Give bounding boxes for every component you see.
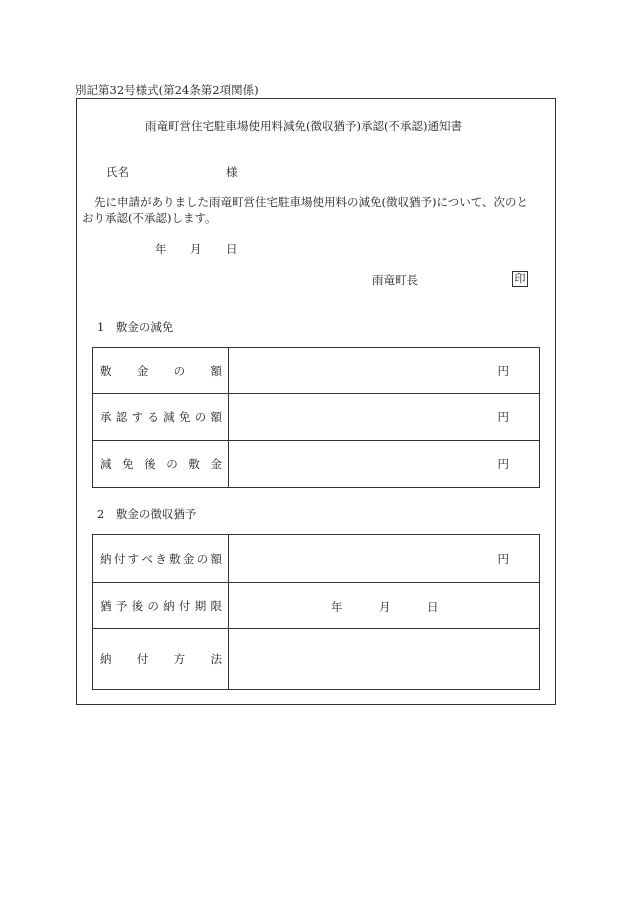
section2-heading: 2 敷金の徴収猶予: [97, 507, 197, 521]
due-date-year: 年: [331, 600, 343, 614]
table-label-char: 額: [210, 410, 222, 424]
table-label-char: 免: [122, 457, 134, 471]
table-label-deposit-amount: [93, 348, 229, 394]
table-label-deposit-after-reduction: [93, 441, 229, 488]
table-label-char: 後: [131, 598, 144, 613]
table-label-char: 方: [173, 652, 186, 666]
table-label-char: き: [155, 551, 167, 566]
table-value-payment-method[interactable]: [229, 629, 540, 690]
table-label-char: の: [147, 598, 159, 613]
table-label-char: 限: [210, 598, 222, 613]
table-label-char: 敷: [100, 363, 112, 378]
table-label-char: 金: [182, 551, 195, 566]
table-value-approved-reduction[interactable]: [229, 394, 540, 441]
deferral-table: [92, 534, 540, 690]
due-date-month: 月: [379, 600, 391, 614]
table-label-char: の: [173, 363, 186, 378]
due-date-day: 日: [427, 600, 439, 614]
table-value-deposit-due[interactable]: [229, 535, 540, 583]
date-month: 月: [190, 242, 202, 256]
table-label-char: 付: [113, 551, 126, 566]
table-label-char: べ: [141, 551, 153, 566]
date-day: 日: [226, 242, 238, 256]
table-label-char: 承: [100, 410, 112, 424]
table-row: [93, 583, 540, 629]
table-row: [93, 441, 540, 488]
table-label-char: 認: [115, 410, 128, 424]
date-year: 年: [155, 242, 167, 256]
table-label-char: 猶: [100, 598, 112, 613]
table-label-char: の: [166, 457, 178, 471]
table-label-char: 金: [210, 457, 222, 471]
table-value-deposit-amount[interactable]: [229, 348, 540, 394]
table-label-char: の: [194, 410, 207, 424]
addressee-name-label: 氏名: [106, 165, 129, 179]
table-label-char: 付: [178, 598, 191, 613]
table-label-char: る: [147, 410, 159, 424]
table-label-char: 額: [210, 551, 222, 566]
body-text-line2: おり承認(不承認)します。: [82, 211, 217, 225]
table-label-char: 敷: [188, 457, 200, 471]
table-label-char: 免: [178, 410, 191, 424]
table-row: [93, 394, 540, 441]
body-text-line1: 先に申請がありました雨竜町営住宅駐車場使用料の減免(徴収猶予)について、次のと: [94, 195, 529, 209]
table-row: [93, 348, 540, 394]
table-label-char: 後: [144, 457, 156, 471]
table-label-char: す: [127, 551, 140, 566]
table-value-deposit-after-reduction[interactable]: [229, 441, 540, 488]
table-label-char: 法: [210, 652, 222, 666]
section1-heading: 1 敷金の減免: [97, 320, 174, 334]
table-label-char: 予: [115, 598, 128, 613]
table-label-char: 納: [163, 598, 175, 613]
addressee-honorific: 様: [226, 165, 238, 179]
table-label-deferred-due-date: [93, 583, 229, 629]
reduction-table: [92, 347, 540, 488]
table-label-char: の: [196, 551, 209, 566]
table-label-char: す: [131, 410, 144, 424]
table-label-char: 敷: [169, 551, 181, 566]
form-number: 別記第32号様式(第24条第2項関係): [75, 83, 259, 97]
table-label-char: 減: [100, 457, 112, 471]
unit-yen: 円: [497, 410, 509, 424]
table-label-char: 納: [100, 652, 112, 666]
document-title: 雨竜町営住宅駐車場使用料減免(徴収猶予)承認(不承認)通知書: [145, 119, 462, 133]
table-value-deferred-due-date[interactable]: [229, 583, 540, 629]
table-row: [93, 629, 540, 690]
table-row: [93, 535, 540, 583]
table-label-char: 減: [163, 410, 175, 424]
table-label-char: 付: [136, 652, 149, 666]
table-label-payment-method: [93, 629, 229, 690]
table-label-char: 金: [136, 363, 149, 378]
issuer: 雨竜町長: [372, 273, 418, 287]
table-label-char: 納: [100, 551, 112, 566]
unit-yen: 円: [497, 551, 509, 566]
unit-yen: 円: [497, 457, 509, 471]
table-label-char: 期: [194, 598, 207, 613]
seal-mark: 印: [512, 271, 528, 287]
table-label-approved-reduction: [93, 394, 229, 441]
unit-yen: 円: [497, 363, 509, 378]
table-label-deposit-due: [93, 535, 229, 583]
table-label-char: 額: [210, 363, 222, 378]
